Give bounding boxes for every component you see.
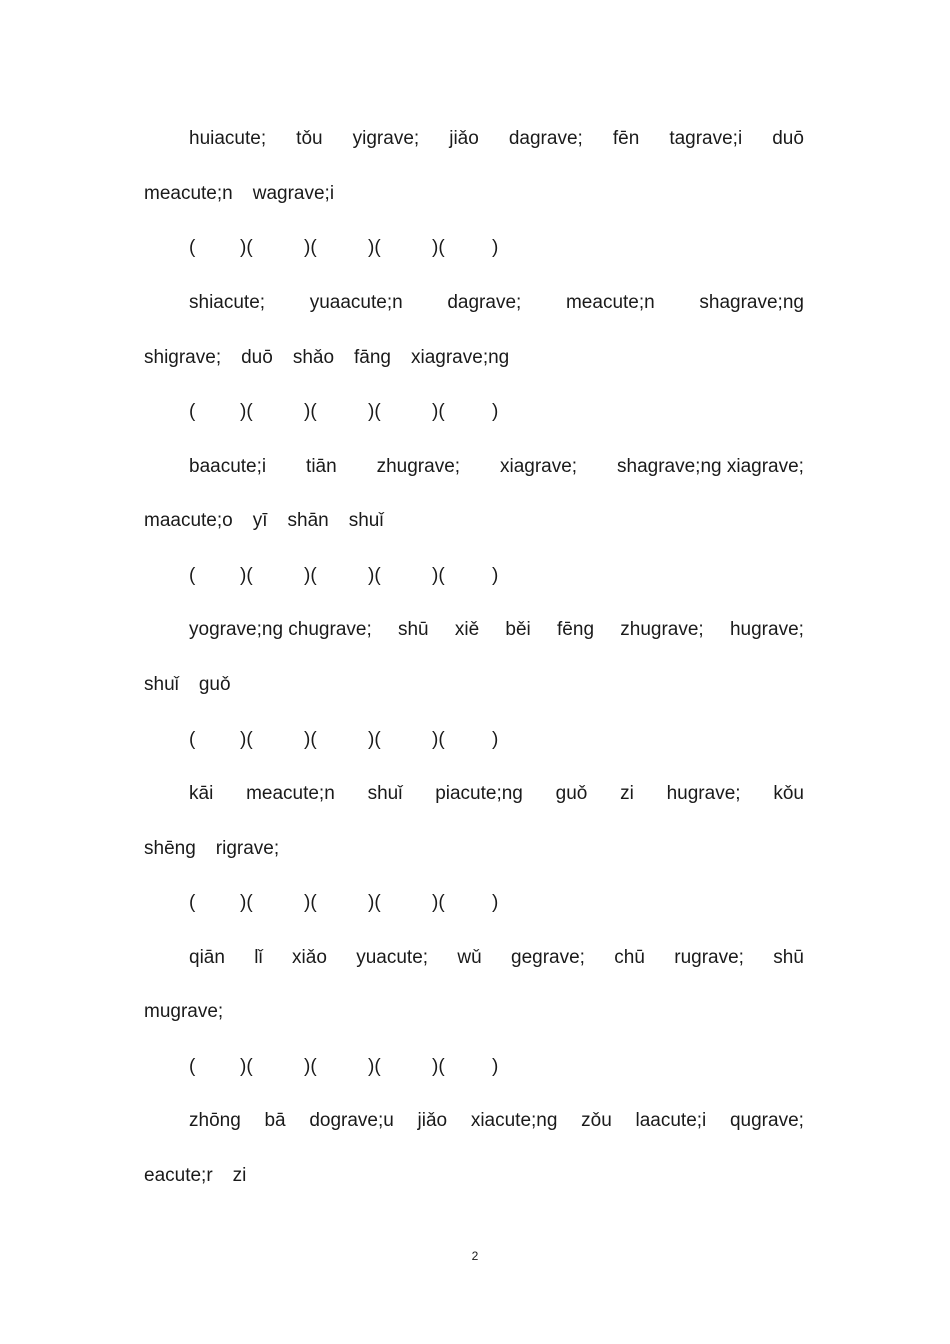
pinyin-word: yuaacute;n [309,292,403,313]
blank-bracket: )( [368,237,381,258]
pinyin-word: guǒ [198,674,231,695]
pinyin-line [189,452,804,482]
pinyin-word: tagrave;i [669,128,743,149]
blank-bracket: ( [189,729,196,750]
pinyin-line [144,343,804,373]
pinyin-word: lǐ [254,947,263,968]
answer-blanks-row [189,1052,509,1082]
answer-blanks-row [189,888,509,918]
blank-bracket: )( [368,892,381,913]
blank-bracket: ) [492,401,499,422]
blank-bracket: )( [240,401,253,422]
pinyin-word: shǎo [292,347,335,368]
pinyin-word: huiacute; [189,128,267,149]
pinyin-word: mugrave; [144,1001,224,1022]
blank-bracket: ) [492,892,499,913]
pinyin-word: jiǎo [449,128,479,149]
pinyin-word: hugrave; [666,783,741,804]
pinyin-line [144,506,804,536]
pinyin-word: yograve;ng chugrave; [189,619,372,640]
pinyin-word: zhugrave; [620,619,704,640]
pinyin-line [189,1106,804,1136]
blank-bracket: )( [368,729,381,750]
pinyin-word: zi [232,1165,247,1186]
pinyin-word: laacute;i [635,1110,707,1131]
pinyin-word: shiacute; [189,292,266,313]
pinyin-word: shū [397,619,429,640]
pinyin-word: baacute;i [189,456,267,477]
blank-bracket: )( [240,237,253,258]
blank-bracket: )( [304,237,317,258]
pinyin-word: rigrave; [215,838,280,859]
answer-blanks-row [189,561,509,591]
pinyin-word: kǒu [773,783,804,804]
blank-bracket: )( [432,237,445,258]
pinyin-word: shuǐ [367,783,403,804]
pinyin-word: hugrave; [729,619,804,640]
blank-bracket: )( [368,565,381,586]
blank-bracket: ) [492,1056,499,1077]
pinyin-word: zhōng [189,1110,241,1131]
pinyin-word: shān [287,510,329,531]
pinyin-line [144,1161,804,1191]
pinyin-word: xiagrave;ng [411,347,510,368]
blank-bracket: ) [492,565,499,586]
pinyin-word: shigrave; [144,347,222,368]
blank-bracket: )( [240,1056,253,1077]
pinyin-word: xiagrave; [499,456,578,477]
pinyin-word: shēng [144,838,196,859]
blank-bracket: ) [492,237,499,258]
pinyin-word: zǒu [581,1110,612,1131]
pinyin-word: dograve;u [309,1110,394,1131]
pinyin-word: jiǎo [417,1110,448,1131]
pinyin-word: shagrave;ng [699,292,804,313]
pinyin-line [144,834,804,864]
blank-bracket: )( [304,729,317,750]
pinyin-word: shagrave;ng xiagrave; [617,456,804,477]
blank-bracket: )( [304,401,317,422]
pinyin-word: piacute;ng [435,783,523,804]
pinyin-line [189,615,804,645]
answer-blanks-row [189,725,509,755]
blank-bracket: ( [189,237,196,258]
blank-bracket: ) [492,729,499,750]
blank-bracket: )( [304,1056,317,1077]
blank-bracket: )( [240,729,253,750]
pinyin-word: běi [505,619,531,640]
blank-bracket: )( [432,892,445,913]
pinyin-word: wǔ [457,947,482,968]
blank-bracket: ( [189,892,196,913]
blank-bracket: )( [368,401,381,422]
blank-bracket: )( [240,565,253,586]
pinyin-word: bā [264,1110,286,1131]
pinyin-word: zhugrave; [376,456,461,477]
blank-bracket: )( [432,1056,445,1077]
pinyin-word: zi [620,783,634,804]
pinyin-word: xiǎo [292,947,327,968]
pinyin-word: wagrave;i [252,183,335,204]
pinyin-word: shuǐ [348,510,384,531]
pinyin-word: meacute;n [565,292,655,313]
blank-bracket: ( [189,565,196,586]
pinyin-word: tǒu [296,128,323,149]
pinyin-word: fēng [557,619,595,640]
pinyin-line [189,779,804,809]
pinyin-line [189,124,804,154]
pinyin-word: qiān [189,947,225,968]
pinyin-word: meacute;n [144,183,233,204]
blank-bracket: )( [240,892,253,913]
pinyin-word: meacute;n [246,783,335,804]
blank-bracket: ( [189,401,196,422]
pinyin-word: dagrave; [447,292,522,313]
pinyin-word: yigrave; [352,128,420,149]
pinyin-word: gegrave; [511,947,585,968]
blank-bracket: )( [304,565,317,586]
blank-bracket: ( [189,1056,196,1077]
pinyin-word: fēn [612,128,640,149]
pinyin-line [144,997,804,1027]
pinyin-word: chū [614,947,645,968]
blank-bracket: )( [432,729,445,750]
pinyin-word: duō [241,347,273,368]
pinyin-word: shū [773,947,804,968]
pinyin-word: shuǐ [144,674,179,695]
blank-bracket: )( [304,892,317,913]
pinyin-line [189,943,804,973]
blank-bracket: )( [432,401,445,422]
answer-blanks-row [189,233,509,263]
pinyin-word: tiān [306,456,337,477]
pinyin-word: xiě [454,619,480,640]
pinyin-word: xiacute;ng [470,1110,558,1131]
pinyin-line [144,670,804,700]
pinyin-word: guǒ [555,783,588,804]
blank-bracket: )( [368,1056,381,1077]
pinyin-word: yuacute; [356,947,429,968]
pinyin-word: maacute;o [144,510,233,531]
pinyin-line [144,179,804,209]
pinyin-word: kāi [189,783,214,804]
pinyin-word: duō [772,128,804,149]
pinyin-word: dagrave; [508,128,583,149]
pinyin-word: eacute;r [144,1165,213,1186]
pinyin-word: rugrave; [674,947,744,968]
answer-blanks-row [189,397,509,427]
pinyin-word: fāng [354,347,391,368]
pinyin-word: qugrave; [729,1110,804,1131]
pinyin-word: yī [252,510,268,531]
pinyin-line [189,288,804,318]
blank-bracket: )( [432,565,445,586]
page-number: 2 [471,1249,479,1263]
